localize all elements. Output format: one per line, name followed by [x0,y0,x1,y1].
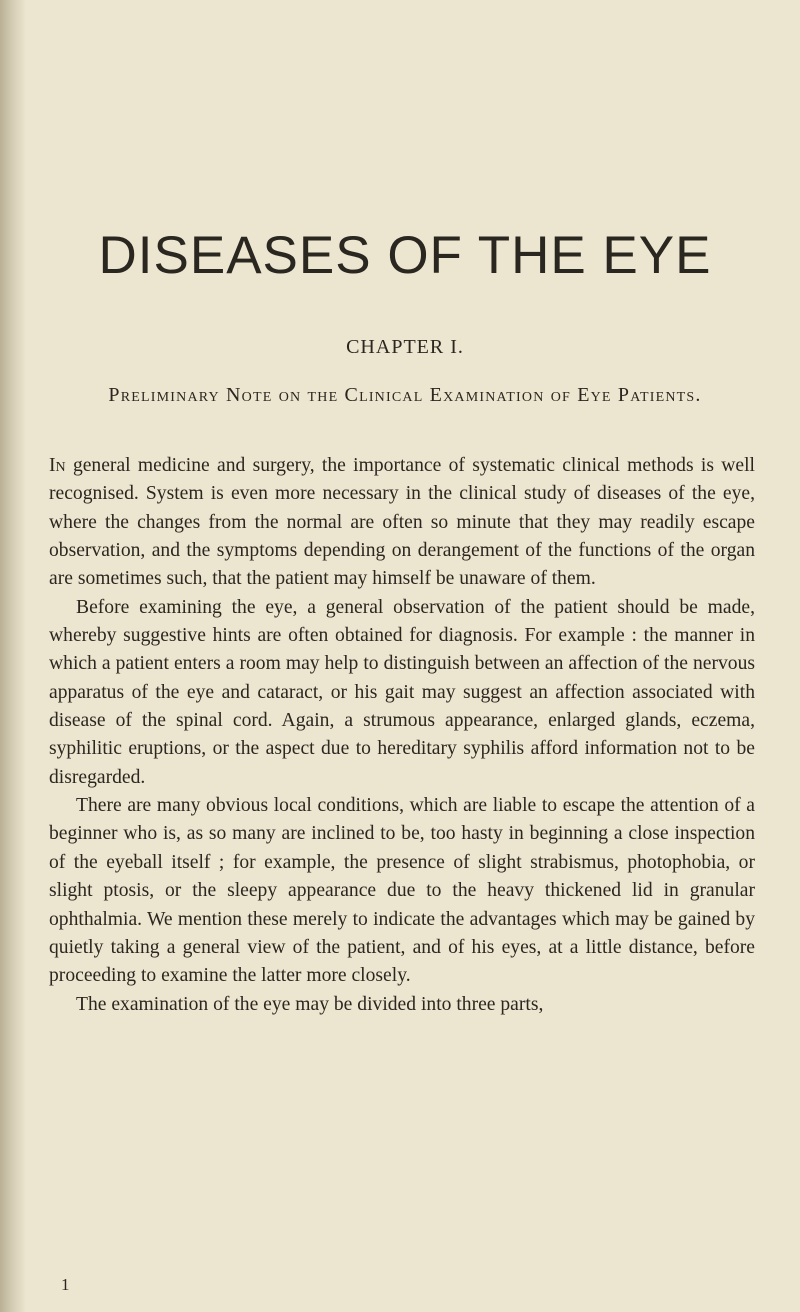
book-title: DISEASES OF THE EYE [98,226,712,285]
body-text [49,452,755,1019]
section-heading: Preliminary Note on the Clinical Examination of Eye Patients. [108,384,702,406]
book-page [35,0,775,1312]
paragraph-2: Before examining the eye, a general observation of the patient should be made, whereby suggestive hints are often obtained for diagnosis. For example : the manner in which a patient enters a room may help to distinguish between an affection of the nervous apparatus of the eye and cataract, or his gait may suggest an affection associated with disease of the spinal cord. Again, a strumous appearance, enlarged glands, eczema, syphilitic eruptions, or the aspect due to hereditary syphilis afford information not to be disregarded. [49,596,755,788]
drop-lead-word: In [49,455,66,476]
paragraph-4: The examination of the eye may be divided into three parts, [76,993,544,1015]
chapter-heading: CHAPTER I. [346,336,464,358]
page-number: 1 [61,1275,70,1294]
paragraph-3: There are many obvious local conditions, which are liable to escape the attention of a beginner who is, as so many are inclined to be, too hasty in beginning a close inspection of the eyeball itself ; for example, the presence of slight strabismus, photophobia, or slight ptosis, or the sleepy appearance due to the heavy thickened lid in granular ophthalmia. We mention these merely to indicate the advantages which may be gained by quietly taking a general view of the patient, and of his eyes, at a little distance, before proceeding to examine the latter more closely. [49,795,755,987]
page-edge-shadow [0,0,26,1312]
paragraph-1-text: general medicine and surgery, the importance of systematic clinical methods is well recognised. System is even more necessary in the clinical study of diseases of the eye, where the changes from the normal are often so minute that they may readily escape observation, and the symptoms depending on derangement of the functions of the organ are sometimes such, that the patient may himself be unaware of them. [49,455,755,590]
paragraph-1 [49,452,755,594]
